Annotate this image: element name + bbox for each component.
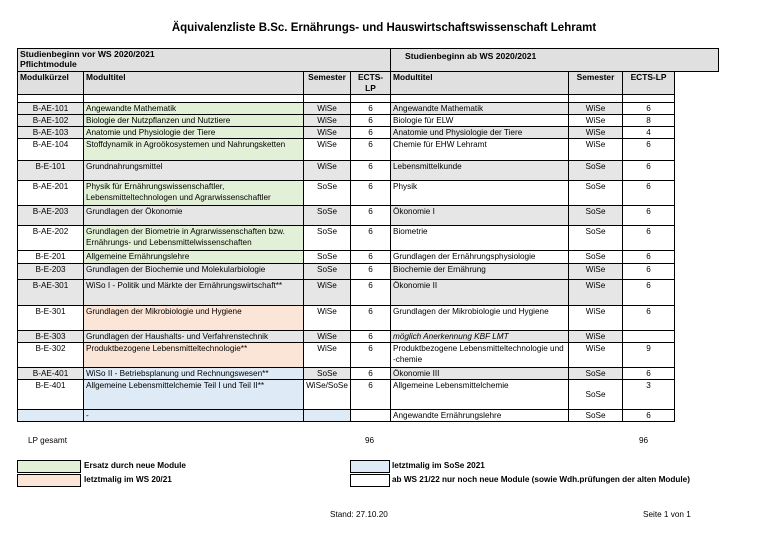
old-semester: WiSe <box>304 306 351 331</box>
new-semester: WiSe <box>569 343 623 368</box>
legend-white-label: ab WS 21/22 nur noch neue Module (sowie Wdh.prüfungen der alten Module) <box>392 475 690 484</box>
module-code: B-AE-104 <box>18 139 84 161</box>
module-code <box>18 410 84 422</box>
module-code: B-E-301 <box>18 306 84 331</box>
new-ects: 6 <box>623 280 675 306</box>
col-old-title-header: Modultitel <box>84 72 304 95</box>
new-ects: 3 <box>623 380 675 410</box>
legend-blue-swatch <box>350 460 390 473</box>
old-module-title: Allgemeine Lebensmittelchemie Teil I und Teil II** <box>84 380 304 410</box>
old-semester: SoSe <box>304 264 351 280</box>
new-module-title: Biologie für ELW <box>391 115 569 127</box>
table-row <box>18 380 719 410</box>
table-row <box>18 161 719 181</box>
old-module-title: Biologie der Nutzpflanzen und Nutztiere <box>84 115 304 127</box>
col-new-title-header: Modultitel <box>391 72 569 95</box>
table-row <box>18 251 719 264</box>
old-ects <box>351 410 391 422</box>
table-row <box>18 226 719 251</box>
footer-page: Seite 1 von 1 <box>643 510 691 519</box>
new-ects: 6 <box>623 251 675 264</box>
old-module-title: Grundnahrungsmittel <box>84 161 304 181</box>
new-semester: WiSe <box>569 103 623 115</box>
old-semester: WiSe <box>304 115 351 127</box>
column-header-row <box>18 72 719 95</box>
old-semester: WiSe <box>304 331 351 343</box>
new-semester: SoSe <box>569 206 623 226</box>
col-code-header: Modulkürzel <box>18 72 84 95</box>
new-module-title: Angewandte Ernährungslehre <box>391 410 569 422</box>
new-ects: 8 <box>623 115 675 127</box>
new-ects: 6 <box>623 161 675 181</box>
old-ects: 6 <box>351 380 391 410</box>
module-code: B-E-302 <box>18 343 84 368</box>
table-row <box>18 410 719 422</box>
spacer-row <box>18 95 719 103</box>
module-code: B-AE-202 <box>18 226 84 251</box>
module-code: B-E-101 <box>18 161 84 181</box>
old-semester: WiSe/SoSe <box>304 380 351 410</box>
module-code: B-AE-101 <box>18 103 84 115</box>
old-ects: 6 <box>351 251 391 264</box>
old-ects: 6 <box>351 161 391 181</box>
new-ects: 6 <box>623 103 675 115</box>
old-semester: WiSe <box>304 343 351 368</box>
old-module-title: WiSo II - Betriebsplanung und Rechnungswesen** <box>84 368 304 380</box>
new-module-title: Physik <box>391 181 569 206</box>
new-semester: WiSe <box>569 139 623 161</box>
old-module-title: Grundlagen der Biochemie und Molekularbiologie <box>84 264 304 280</box>
old-semester: SoSe <box>304 368 351 380</box>
col-old-semester-header: Semester <box>304 72 351 95</box>
module-code: B-E-203 <box>18 264 84 280</box>
legend-peach-swatch <box>17 474 81 487</box>
new-module-title: Biometrie <box>391 226 569 251</box>
new-ects: 6 <box>623 226 675 251</box>
old-module-title: Anatomie und Physiologie der Tiere <box>84 127 304 139</box>
total-old-ects: 96 <box>365 436 375 445</box>
module-code: B-E-401 <box>18 380 84 410</box>
old-module-title: Grundlagen der Mikrobiologie und Hygiene <box>84 306 304 331</box>
module-code: B-AE-201 <box>18 181 84 206</box>
old-ects: 6 <box>351 181 391 206</box>
new-ects: 6 <box>623 206 675 226</box>
old-semester: WiSe <box>304 139 351 161</box>
table-row <box>18 139 719 161</box>
module-code: B-AE-203 <box>18 206 84 226</box>
legend-green-label: Ersatz durch neue Module <box>84 461 186 470</box>
old-module-title: Angewandte Mathematik <box>84 103 304 115</box>
new-semester: WiSe <box>569 331 623 343</box>
new-module-title: Anatomie und Physiologie der Tiere <box>391 127 569 139</box>
section-old-cell <box>18 49 391 72</box>
old-ects: 6 <box>351 127 391 139</box>
legend-white-swatch <box>350 474 390 487</box>
old-ects: 6 <box>351 139 391 161</box>
old-ects: 6 <box>351 103 391 115</box>
new-semester: SoSe <box>569 380 623 410</box>
old-ects: 6 <box>351 306 391 331</box>
module-code: B-E-303 <box>18 331 84 343</box>
new-module-title: Chemie für EHW Lehramt <box>391 139 569 161</box>
old-module-title: Grundlagen der Ökonomie <box>84 206 304 226</box>
new-semester: WiSe <box>569 306 623 331</box>
table-row <box>18 181 719 206</box>
table-row <box>18 368 719 380</box>
new-ects: 6 <box>623 181 675 206</box>
module-code: B-E-201 <box>18 251 84 264</box>
table-row <box>18 206 719 226</box>
old-semester: WiSe <box>304 103 351 115</box>
module-code: B-AE-401 <box>18 368 84 380</box>
new-semester: WiSe <box>569 280 623 306</box>
section-header-row <box>18 49 719 72</box>
table-row <box>18 331 719 343</box>
new-module-title: Allgemeine Lebensmittelchemie <box>391 380 569 410</box>
old-ects: 6 <box>351 331 391 343</box>
old-module-title: Physik für Ernährungswissenschaftler, Lebensmitteltechnologen und Agrarwissenschaftler <box>84 181 304 206</box>
old-ects: 6 <box>351 343 391 368</box>
new-module-title: Angewandte Mathematik <box>391 103 569 115</box>
new-ects: 6 <box>623 368 675 380</box>
new-semester: SoSe <box>569 410 623 422</box>
old-semester: SoSe <box>304 251 351 264</box>
col-new-semester-header: Semester <box>569 72 623 95</box>
new-module-title: Ökonomie II <box>391 280 569 306</box>
col-old-ects-header: ECTS-LP <box>351 72 391 95</box>
legend-blue-label: letztmalig im SoSe 2021 <box>392 461 485 470</box>
total-label: LP gesamt <box>28 436 67 445</box>
table-row <box>18 103 719 115</box>
old-module-title: Produktbezogene Lebensmitteltechnologie** <box>84 343 304 368</box>
new-semester: WiSe <box>569 264 623 280</box>
table-row <box>18 115 719 127</box>
new-module-title: Lebensmittelkunde <box>391 161 569 181</box>
old-ects: 6 <box>351 226 391 251</box>
new-semester: WiSe <box>569 127 623 139</box>
module-code: B-AE-102 <box>18 115 84 127</box>
table-row <box>18 280 719 306</box>
old-ects: 6 <box>351 264 391 280</box>
old-semester: WiSe <box>304 280 351 306</box>
new-ects: 6 <box>623 306 675 331</box>
new-module-title: Grundlagen der Ernährungsphysiologie <box>391 251 569 264</box>
total-new-ects: 96 <box>639 436 649 445</box>
section-new-label: Studienbeginn ab WS 2020/2021 <box>391 49 719 72</box>
new-ects: 6 <box>623 139 675 161</box>
document-title: Äquivalenzliste B.Sc. Ernährungs- und Hauswirtschaftswissenschaft Lehramt <box>171 22 597 34</box>
section-old-label: Studienbeginn vor WS 2020/2021 <box>20 49 155 59</box>
old-semester: WiSe <box>304 161 351 181</box>
old-ects: 6 <box>351 280 391 306</box>
module-code: B-AE-103 <box>18 127 84 139</box>
old-module-title: Stoffdynamik in Agroökosystemen und Nahrungsketten <box>84 139 304 161</box>
old-semester: SoSe <box>304 206 351 226</box>
old-semester: WiSe <box>304 127 351 139</box>
header-empty-cell <box>675 72 719 95</box>
new-module-title: Ökonomie III <box>391 368 569 380</box>
old-module-title: Allgemeine Ernährungslehre <box>84 251 304 264</box>
old-module-title: - <box>84 410 304 422</box>
old-semester <box>304 410 351 422</box>
module-code: B-AE-301 <box>18 280 84 306</box>
new-ects: 4 <box>623 127 675 139</box>
new-module-title: möglich Anerkennung KBF LMT <box>391 331 569 343</box>
table-row <box>18 306 719 331</box>
table-row <box>18 127 719 139</box>
col-new-ects-header: ECTS-LP <box>623 72 675 95</box>
new-module-title: Produktbezogene Lebensmitteltechnologie und -chemie <box>391 343 569 368</box>
old-semester: SoSe <box>304 226 351 251</box>
new-semester: SoSe <box>569 161 623 181</box>
new-module-title: Grundlagen der Mikrobiologie und Hygiene <box>391 306 569 331</box>
old-module-title: Grundlagen der Biometrie in Agrarwissenschaften bzw. Ernährungs- und Lebensmittelwissenschaften <box>84 226 304 251</box>
table-row <box>18 343 719 368</box>
new-ects <box>623 331 675 343</box>
new-module-title: Biochemie der Ernährung <box>391 264 569 280</box>
new-semester: SoSe <box>569 368 623 380</box>
new-ects: 6 <box>623 264 675 280</box>
new-semester: SoSe <box>569 251 623 264</box>
new-semester: SoSe <box>569 226 623 251</box>
new-module-title: Ökonomie I <box>391 206 569 226</box>
legend-green-swatch <box>17 460 81 473</box>
new-semester: SoSe <box>569 181 623 206</box>
old-ects: 6 <box>351 206 391 226</box>
table-row <box>18 264 719 280</box>
old-ects: 6 <box>351 368 391 380</box>
new-ects: 6 <box>623 410 675 422</box>
new-semester: WiSe <box>569 115 623 127</box>
footer-date: Stand: 27.10.20 <box>330 510 388 519</box>
old-module-title: Grundlagen der Haushalts- und Verfahrenstechnik <box>84 331 304 343</box>
section-old-sublabel: Pflichtmodule <box>20 59 77 69</box>
old-semester: SoSe <box>304 181 351 206</box>
old-ects: 6 <box>351 115 391 127</box>
old-module-title: WiSo I - Politik und Märkte der Ernährungswirtschaft** <box>84 280 304 306</box>
legend-peach-label: letztmalig im WS 20/21 <box>84 475 172 484</box>
new-ects: 9 <box>623 343 675 368</box>
equivalence-table <box>17 48 719 422</box>
